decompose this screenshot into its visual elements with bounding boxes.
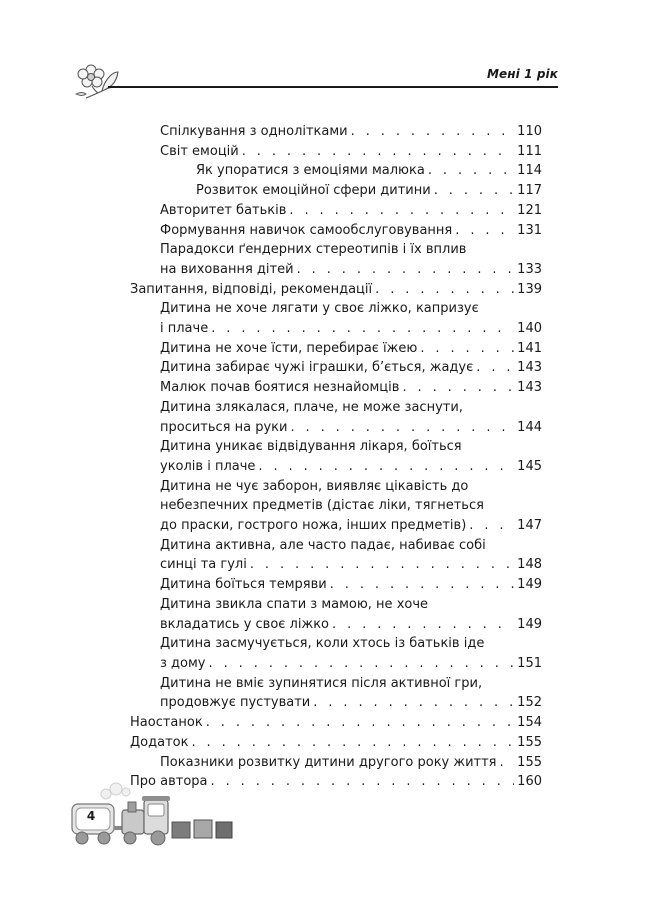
dot-leader	[211, 319, 514, 339]
toc-entry-last-line	[160, 142, 542, 162]
toc-page-number: 155	[517, 754, 542, 770]
toc-entry-text: Дитина не хоче їсти, перебирає їжею	[160, 340, 418, 356]
dot-leader	[191, 733, 514, 753]
toc-entry	[130, 753, 542, 773]
toc-entry-text: Дитина активна, але часто падає, набиває собі	[160, 537, 486, 553]
dot-leader	[313, 693, 514, 713]
toc-entry	[130, 142, 542, 162]
toc-entry-text: Додаток	[130, 734, 189, 750]
toc-entry	[130, 634, 542, 673]
toc-entry-last-line	[160, 654, 542, 674]
dot-leader	[211, 772, 515, 792]
toc-page-number: 152	[517, 695, 542, 711]
toc-page-number: 148	[517, 557, 542, 573]
dot-leader	[332, 615, 514, 635]
toc-entry-last-line	[160, 358, 542, 378]
toc-page-number: 139	[517, 281, 542, 297]
toc-page-number: 144	[517, 419, 542, 435]
dot-leader	[290, 418, 514, 438]
toc-page-number: 143	[517, 380, 542, 396]
running-header-title: Мені 1 рік	[486, 67, 558, 81]
toc-entry	[130, 280, 542, 300]
dot-leader	[206, 713, 514, 733]
dot-leader	[476, 358, 514, 378]
toc-entry-last-line	[160, 122, 542, 142]
toc-entry-text: Спілкування з однолітками	[160, 124, 348, 139]
toc-entry	[130, 398, 542, 437]
toc-entry	[130, 358, 542, 378]
toc-entry	[130, 122, 542, 142]
toc-entry-text: Дитина не хоче лягати у своє ліжко, капризує	[160, 301, 479, 317]
header-rule	[108, 86, 558, 88]
toc-entry-text: уколів і плаче	[160, 458, 256, 474]
toc-entry	[130, 339, 542, 359]
page-number: 4	[86, 809, 96, 823]
toc-entry-text: Дитина забирає чужі іграшки, б’ється, жадує	[160, 360, 474, 376]
toc-page-number: 145	[517, 458, 542, 474]
toc-entry-text: на виховання дітей	[160, 261, 294, 277]
toc-entry-last-line	[160, 575, 542, 595]
toc-page-number: 143	[517, 360, 542, 376]
toc-page-number: 141	[517, 340, 542, 356]
dot-leader	[209, 654, 515, 674]
dot-leader	[242, 142, 514, 162]
dot-leader	[455, 221, 514, 241]
toc-entry-text: Наостанок	[130, 715, 203, 731]
toc-entry-last-line	[160, 201, 542, 221]
toc-entry-text: з дому	[160, 655, 206, 671]
toc-entry-last-line	[160, 418, 542, 438]
toc-entry-text: Як упоратися з емоціями малюка	[196, 163, 425, 179]
dot-leader	[330, 575, 514, 595]
toc-page-number: 131	[517, 222, 542, 238]
toc-page-number: 154	[517, 715, 542, 731]
toc-entry	[130, 733, 542, 753]
toc-entry	[130, 201, 542, 221]
toc-page-number: 140	[517, 321, 542, 337]
toc-entry	[130, 713, 542, 733]
toc-entry-last-line	[160, 260, 542, 280]
toc-entry-last-line	[160, 753, 542, 773]
toc-entry-text: Дитина боїться темряви	[160, 577, 327, 593]
dot-leader	[375, 280, 514, 300]
toc-page-number: 149	[517, 577, 542, 593]
toc-entry-last-line	[160, 378, 542, 398]
toc-page-number: 110	[517, 124, 542, 139]
toc-page-number: 114	[517, 163, 542, 179]
flower-icon	[72, 60, 124, 102]
toc-page-number: 149	[517, 616, 542, 632]
toc-entry-last-line	[130, 733, 542, 753]
toc-entry-text: і плаче	[160, 321, 209, 337]
table-of-contents	[130, 122, 542, 792]
toc-entry-last-line	[130, 713, 542, 733]
toc-entry-text: продовжує пустувати	[160, 695, 311, 711]
dot-leader	[434, 181, 514, 201]
toc-entry-text: Запитання, відповіді, рекомендації	[130, 281, 373, 297]
toc-entry-last-line	[160, 319, 542, 339]
toc-entry	[130, 299, 542, 338]
dot-leader	[297, 260, 515, 280]
toc-entry-text: Дитина не чує заборон, виявляє цікавість до	[160, 478, 469, 494]
toc-page-number: 155	[517, 734, 542, 750]
toc-page-number: 147	[517, 518, 542, 534]
dot-leader	[402, 378, 514, 398]
toc-entry	[130, 536, 542, 575]
toc-page-number: 111	[517, 143, 542, 159]
toc-entry	[130, 221, 542, 241]
dot-leader	[500, 753, 515, 773]
toc-entry-last-line	[130, 280, 542, 300]
toc-entry-text: Дитина не вміє зупинятися після активної гри,	[160, 675, 483, 691]
toc-entry-text: проситься на руки	[160, 419, 288, 435]
toc-entry-text: Парадокси ґендерних стереотипів і їх вплив	[160, 242, 467, 258]
dot-leader	[289, 201, 514, 221]
toc-entry-text: до праски, гострого ножа, інших предметів)	[160, 518, 467, 534]
toc-entry-last-line	[160, 457, 542, 477]
toc-entry-last-line	[196, 181, 542, 201]
toc-entry-text: Авторитет батьків	[160, 202, 287, 218]
toc-entry	[130, 240, 542, 279]
toc-entry-text: Про автора	[130, 774, 208, 790]
toc-entry-text: Дитина злякалася, плаче, не може заснути,	[160, 399, 463, 415]
toc-entry-text: Розвиток емоційної сфери дитини	[196, 183, 431, 199]
toc-entry-text: Формування навичок самообслуговування	[160, 222, 453, 238]
toc-entry	[130, 575, 542, 595]
toc-page-number: 133	[517, 261, 542, 277]
toc-entry-text: Малюк почав боятися незнайомців	[160, 380, 400, 396]
dot-leader	[250, 555, 514, 575]
toc-entry	[130, 437, 542, 476]
toc-entry	[130, 161, 542, 181]
dot-leader	[351, 122, 515, 142]
toc-page-number: 160	[517, 774, 542, 790]
dot-leader	[258, 457, 514, 477]
toc-entry-last-line	[196, 161, 542, 181]
toc-entry-text: Дитина уникає відвідування лікаря, боїться	[160, 439, 462, 455]
dot-leader	[420, 339, 514, 359]
toc-entry-text: Світ емоцій	[160, 143, 239, 159]
toc-entry	[130, 181, 542, 201]
toc-entry-last-line	[160, 555, 542, 575]
toc-page-number: 121	[517, 202, 542, 218]
toc-entry-text: синці та гулі	[160, 557, 247, 573]
toc-entry-text: вкладатись у своє ліжко	[160, 616, 329, 632]
toc-page-number: 151	[517, 655, 542, 671]
toc-page-number: 117	[517, 183, 542, 199]
dot-leader	[428, 161, 514, 181]
toc-entry	[130, 477, 542, 536]
toc-entry	[130, 378, 542, 398]
toc-entry-last-line	[160, 516, 542, 536]
toc-entry-last-line	[160, 693, 542, 713]
toc-entry-last-line	[160, 339, 542, 359]
toc-entry-last-line	[160, 221, 542, 241]
toc-entry-text: Дитина засмучується, коли хтось із батьків іде	[160, 636, 485, 652]
toc-entry-last-line	[160, 615, 542, 635]
dot-leader	[469, 516, 514, 536]
toc-entry-text: небезпечних предметів (дістає ліки, тягнеться	[160, 498, 484, 514]
toc-entry	[130, 674, 542, 713]
toc-entry	[130, 595, 542, 634]
toc-entry-text: Показники розвитку дитини другого року життя	[160, 754, 497, 770]
toc-entry-text: Дитина звикла спати з мамою, не хоче	[160, 596, 429, 612]
